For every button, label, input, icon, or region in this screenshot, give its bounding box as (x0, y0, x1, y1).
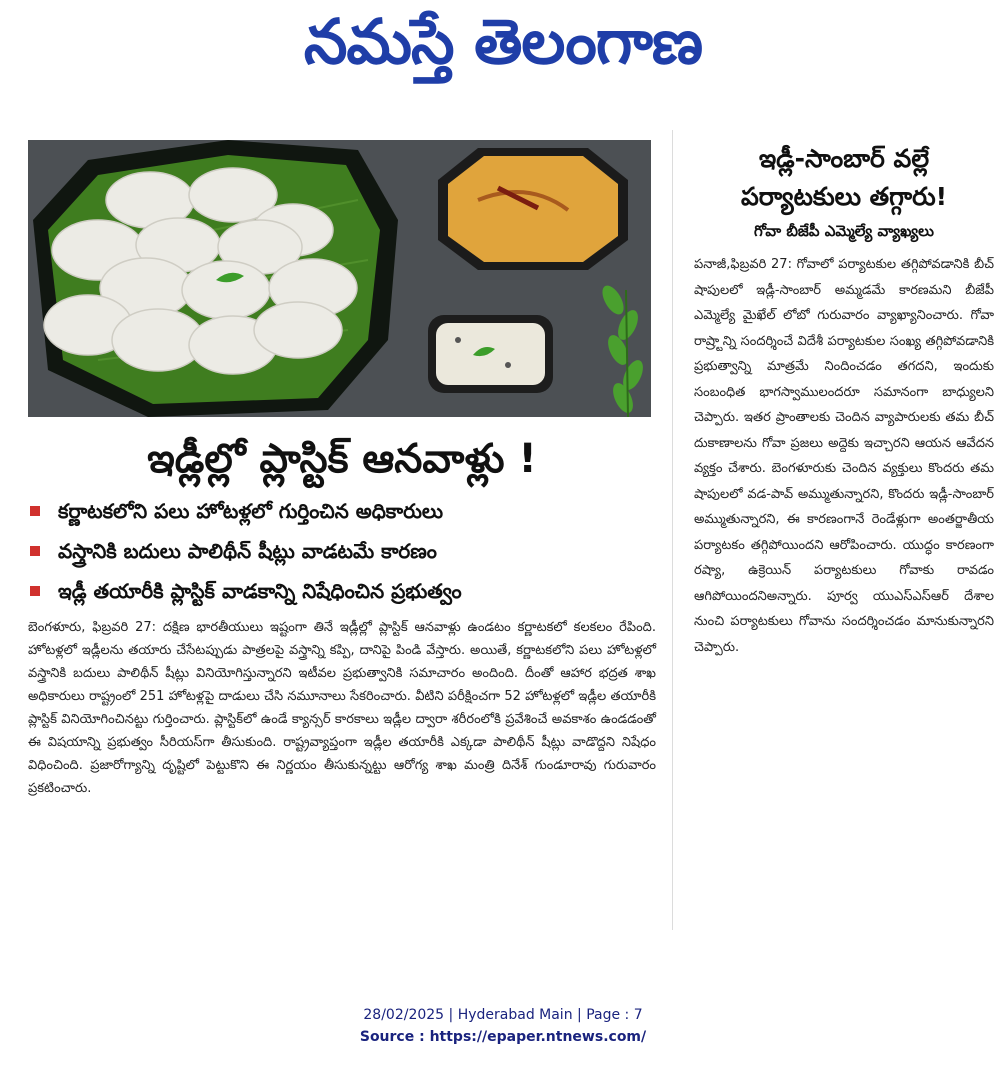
footer-date-edition: 28/02/2025 | Hyderabad Main | Page : 7 (363, 1007, 643, 1023)
idli-photo-illustration (28, 140, 651, 417)
right-article-body: పనాజీ,ఫిబ్రవరి 27: గోవాలో పర్యాటకుల తగ్గిపోవడానికి బీచ్ షాపులలో ఇడ్లీ-సాంబార్ అమ్మడమే కారణమని బీజేపీ ఎమ్మెల్యే మైఖేల్ లోబో గురువారం వ్యాఖ్యానించారు. గోవా రాష్ర్టాన్ని సందర్శించే విదేశీ పర్యాటకుల సంఖ్య తగ్గిపోవడానికి ప్రభుత్వాన్ని మాత్రమే నిందించడం తగదని, ఇందుకు సంబంధిత భాగస్వాములందరూ సమానంగా బాధ్యులని చెప్పారు. ఇతర ప్రాంతాలకు చెందిన వ్యాపారులకు తమ బీచ్ దుకాణాలను గోవా ప్రజలు అద్దెకు ఇచ్చారని ఆయన ఆవేదన వ్యక్తం చేశారు. బెంగళూరుకు చెందిన వ్యక్తులు కొందరు తమ షాపులలో వడ-పావ్ అమ్ముతున్నారని, కొందరు ఇడ్లీ-సాంబార్ అమ్ముతున్నారని, ఈ కారణంగానే రెండేళ్లుగా అంతర్జాతీయ పర్యాటకం తగ్గిపోయిందని ఆరోపించారు. యుద్ధం కారణంగా రష్యా, ఉక్రెయిన్ పర్యాటకులు గోవాకు రావడం ఆగిపోయిందనిఅన్నారు. పూర్వ యుఎస్ఎస్ఆర్ దేశాల నుంచి పర్యాటకులు గోవాను సందర్శించడం మానుకున్నారని చెప్పారు. (694, 257, 994, 655)
newspaper-title: నమస్తే తెలంగాణ (303, 5, 703, 78)
column-divider (672, 130, 673, 930)
idli-photo (28, 140, 651, 417)
footer-source: Source : https://epaper.ntnews.com/ (359, 1029, 647, 1045)
bullet-item (28, 500, 656, 540)
page-footer (0, 1004, 1006, 1048)
bullet-text: ఇడ్లీ తయారీకి ప్లాస్టిక్ వాడకాన్ని నిషేధించిన ప్రభుత్వం (58, 580, 462, 603)
masthead (0, 0, 1006, 90)
square-bullet-icon (30, 586, 40, 596)
bullet-item (28, 540, 656, 580)
square-bullet-icon (30, 546, 40, 556)
left-article (28, 420, 656, 800)
left-headline: ఇడ్లీల్లో ప్లాస్టిక్ ఆనవాళ్లు ! (147, 436, 537, 482)
right-article (694, 140, 994, 660)
bullet-item (28, 580, 656, 620)
right-headline-line2: పర్యాటకులు తగ్గారు! (740, 182, 948, 211)
right-subheadline: గోవా బీజేపీ ఎమ్మెల్యే వ్యాఖ్యలు (754, 222, 934, 240)
bullet-list (28, 500, 656, 620)
right-headline-line1: ఇడ్లీ-సాంబార్ వల్లే (758, 144, 930, 173)
square-bullet-icon (30, 506, 40, 516)
bullet-text: కర్ణాటకలోని పలు హోటళ్లలో గుర్తించిన అధికారులు (58, 500, 444, 523)
left-article-body: బెంగళూరు, ఫిబ్రవరి 27: దక్షిణ భారతీయులు ఇష్టంగా తినే ఇడ్లీల్లో ప్లాస్టిక్ ఆనవాళ్లు ఉండటం కర్ణాటకలో కలకలం రేపింది. హోటళ్లలో ఇడ్లీలను తయారు చేసేటప్పుడు పాత్రలపై వస్త్రాన్ని కప్పి, దానిపై పిండి వేస్తారు. అయితే, కర్ణాటకలోని పలు హోటళ్లలో వస్త్రానికి బదులు పాలిథీన్ షీట్లు వినియోగిస్తున్నారని ఇటీవల ప్రభుత్వానికి సమాచారం అందింది. దీంతో ఆహార భద్రత శాఖ అధికారులు రాష్ట్రంలో 251 హోటళ్లపై దాడులు చేసి నమూనాలు సేకరించారు. వీటిని పరీక్షించగా 52 హోటళ్లలో ఇడ్లీల తయారీకి ప్లాస్టిక్ వినియోగించినట్టు గుర్తించారు. ప్లాస్టిక్‌లో ఉండే క్యాన్సర్ కారకాలు ఇడ్లీల ద్వారా శరీరంలోకి ప్రవేశించే అవకాశం ఉండడంతో ఈ విషయాన్ని ప్రభుత్వం సీరియస్‌గా తీసుకుంది. రాష్ట్రవ్యాప్తంగా ఇడ్లీల తయారీకి ఎక్కడా పాలిథీన్ షీట్లు వాడొద్దని నిషేధం విధించింది. ప్రజారోగ్యాన్ని దృష్టిలో పెట్టుకొని ఈ నిర్ణయం తీసుకున్నట్టు ఆరోగ్య శాఖ మంత్రి దినేశ్ గుండూరావు గురువారం ప్రకటించారు. (28, 620, 656, 796)
bullet-text: వస్త్రానికి బదులు పాలిథీన్ షీట్లు వాడటమే కారణం (58, 540, 437, 563)
